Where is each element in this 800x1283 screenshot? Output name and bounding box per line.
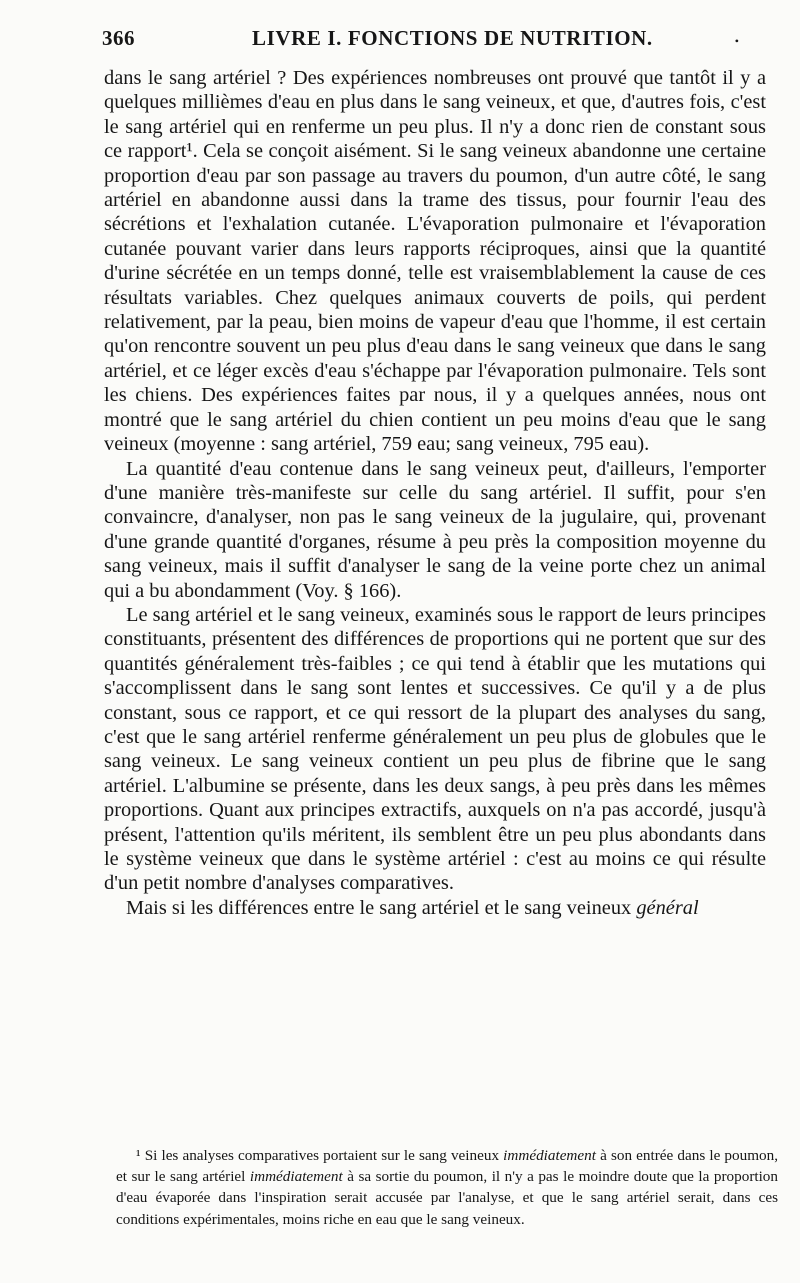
footnote-text-c: à sa sortie du poumon, il n'y a pas le moindre doute que la proportion d'eau évaporée dans l'inspiration serait accusée par l'analyse, et que le sang artériel serait, dans ces conditions expérimentales, moins riche en eau que le sang veineux. (116, 1168, 778, 1228)
footnote-italic-a: immédiatement (503, 1147, 596, 1164)
paragraph-4 (104, 896, 766, 920)
footnote (116, 1145, 778, 1230)
paragraph-4-text: Mais si les différences entre le sang artériel et le sang veineux (126, 896, 632, 919)
paragraph-2: La quantité d'eau contenue dans le sang veineux peut, d'ailleurs, l'emporter d'une manière très-manifeste sur celle du sang artériel. Il suffit, pour s'en convaincre, d'analyser, non pas le sang veineux de la jugulaire, qui, provenant d'une grande quantité d'organes, résume à peu près la composition moyenne du sang veineux, mais il suffit d'analyser le sang de la veine porte chez un animal qui a bu abondamment (Voy. § 166). (104, 457, 766, 602)
paragraph-1: dans le sang artériel ? Des expériences nombreuses ont prouvé que tantôt il y a quelques millièmes d'eau en plus dans le sang veineux, et que, d'autres fois, c'est le sang artériel qui en renferme un peu plus. Il n'y a donc rien de constant sous ce rapport¹. Cela se conçoit aisément. Si le sang veineux abandonne une certaine proportion d'eau par son passage au travers du poumon, d'un autre côté, le sang artériel en abandonne aussi dans la trame des tissus, pour fournir l'eau des sécrétions et l'exhalation cutanée. L'évaporation pulmonaire et l'évaporation cutanée pouvant varier dans leurs rapports réciproques, ainsi que la quantité d'urine sécrétée en un temps donné, telle est vraisemblablement la cause de ces résultats variables. Chez quelques animaux couverts de poils, qui perdent relativement, par la peau, bien moins de vapeur d'eau que l'homme, il est certain qu'on rencontre souvent un peu plus d'eau dans le sang veineux que dans le sang artériel, et ce léger excès d'eau s'échappe par l'évaporation pulmonaire. Tels sont les chiens. Des expériences faites par nous, il y a quelques années, nous ont montré que le sang artériel du chien contient un peu moins d'eau que le sang veineux (moyenne : sang artériel, 759 eau; sang veineux, 795 eau). (104, 67, 766, 456)
footnote-marker: ¹ (136, 1147, 141, 1164)
header-dot-mark: • (734, 34, 739, 48)
paragraph-4-italic: général (636, 896, 699, 919)
footnote-italic-b: immédiatement (249, 1168, 343, 1186)
paragraph-3: Le sang artériel et le sang veineux, examinés sous le rapport de leurs principes constituants, présentent des différences de proportions qui ne portent que sur des quantités généralement très-faibles ; ce qui tend à établir que les mutations qui s'accomplissent dans le sang sont lentes et successives. Ce qu'il y a de plus constant, sous ce rapport, et ce qui ressort de la plupart des analyses du sang, c'est que le sang artériel renferme généralement un peu plus de globules que le sang veineux. Le sang veineux contient un peu plus de fibrine que le sang artériel. L'albumine se présente, dans les deux sangs, à peu près dans les mêmes proportions. Quant aux principes extractifs, auxquels on n'a pas accordé, jusqu'à présent, l'attention qu'ils méritent, ils semblent être un peu plus abondants dans le système veineux que dans le système artériel : c'est au moins ce qui résulte d'un petit nombre d'analyses comparatives. (104, 603, 766, 895)
running-head: LIVRE I. FONCTIONS DE NUTRITION. (252, 26, 653, 50)
footnote-text-a: Si les analyses comparatives portaient sur le sang veineux (144, 1147, 500, 1164)
main-text (104, 66, 766, 920)
page-header (100, 26, 765, 56)
footnote-text-b: à son entrée dans le poumon, et sur le sang artériel (116, 1147, 779, 1186)
page-number: 366 (102, 26, 135, 50)
footnote-paragraph (116, 1145, 778, 1230)
